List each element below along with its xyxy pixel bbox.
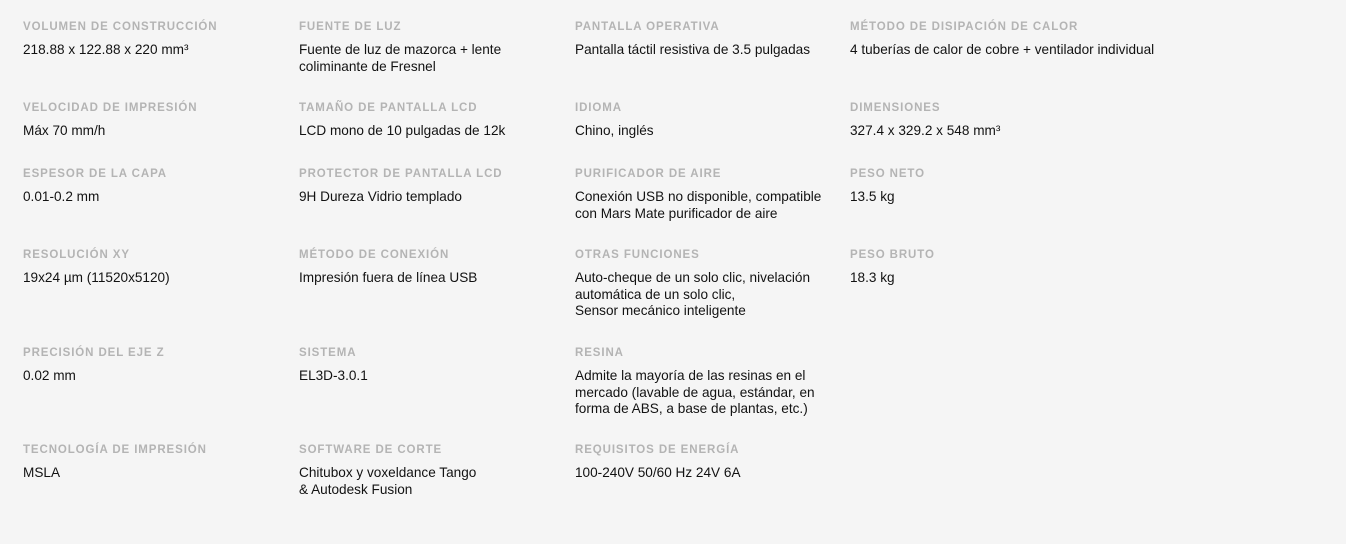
spec-screen-protector (299, 167, 561, 206)
spec-value: 19x24 µm (11520x5120) (23, 270, 170, 285)
spec-other-functions (575, 248, 837, 320)
spec-print-speed (23, 101, 285, 140)
spec-value: 9H Dureza Vidrio templado (299, 189, 462, 204)
spec-label: REQUISITOS DE ENERGÍA (575, 444, 740, 456)
spec-value: 4 tuberías de calor de cobre + ventilador individual (850, 42, 1155, 57)
spec-language (575, 101, 837, 140)
spec-value: Máx 70 mm/h (23, 123, 106, 138)
spec-light-source (299, 20, 561, 75)
spec-lcd-size (299, 101, 561, 140)
spec-resin (575, 346, 837, 418)
spec-label: PESO BRUTO (850, 249, 935, 261)
spec-value: Conexión USB no disponible, compatible con Mars Mate purificador de aire (575, 189, 822, 221)
spec-value: Impresión fuera de línea USB (299, 270, 478, 285)
spec-label: MÉTODO DE CONEXIÓN (299, 249, 450, 261)
spec-label: PANTALLA OPERATIVA (575, 21, 720, 33)
spec-print-technology (23, 443, 285, 482)
spec-label: VELOCIDAD DE IMPRESIÓN (23, 102, 198, 114)
spec-system (299, 346, 561, 385)
spec-label: ESPESOR DE LA CAPA (23, 168, 167, 180)
spec-net-weight (850, 167, 1250, 206)
spec-dimensions (850, 101, 1250, 140)
spec-label: RESOLUCIÓN XY (23, 249, 130, 261)
spec-heat-dissipation (850, 20, 1250, 59)
spec-value: Auto-cheque de un solo clic, nivelación automática de un solo clic, Sensor mecánico inteligente (575, 270, 811, 318)
spec-value: 218.88 x 122.88 x 220 mm³ (23, 42, 189, 57)
spec-label: PROTECTOR DE PANTALLA LCD (299, 168, 503, 180)
spec-label: RESINA (575, 347, 624, 359)
spec-label: PESO NETO (850, 168, 925, 180)
spec-build-volume (23, 20, 285, 59)
spec-xy-resolution (23, 248, 285, 287)
spec-value: Fuente de luz de mazorca + lente coliminante de Fresnel (299, 42, 502, 74)
spec-label: OTRAS FUNCIONES (575, 249, 700, 261)
spec-value: LCD mono de 10 pulgadas de 12k (299, 123, 506, 138)
spec-gross-weight (850, 248, 1250, 287)
spec-value: EL3D-3.0.1 (299, 368, 368, 383)
spec-label: TAMAÑO DE PANTALLA LCD (299, 102, 478, 114)
spec-label: PRECISIÓN DEL EJE Z (23, 347, 165, 359)
spec-label: DIMENSIONES (850, 102, 941, 114)
spec-label: IDIOMA (575, 102, 622, 114)
spec-air-purifier (575, 167, 837, 222)
spec-value: 0.02 mm (23, 368, 76, 383)
spec-label: TECNOLOGÍA DE IMPRESIÓN (23, 444, 207, 456)
spec-layer-thickness (23, 167, 285, 206)
spec-label: MÉTODO DE DISIPACIÓN DE CALOR (850, 21, 1079, 33)
spec-value: Pantalla táctil resistiva de 3.5 pulgadas (575, 42, 811, 57)
spec-operating-screen (575, 20, 837, 59)
spec-value: Admite la mayoría de las resinas en el mercado (lavable de agua, estándar, en forma de ABS, a base de plantas, etc.) (575, 368, 815, 416)
spec-connection-method (299, 248, 561, 287)
spec-label: SISTEMA (299, 347, 357, 359)
spec-label: FUENTE DE LUZ (299, 21, 402, 33)
spec-value: Chitubox y voxeldance Tango & Autodesk Fusion (299, 465, 477, 497)
spec-z-axis-precision (23, 346, 285, 385)
spec-slicing-software (299, 443, 561, 498)
spec-value: Chino, inglés (575, 123, 654, 138)
spec-value: 327.4 x 329.2 x 548 mm³ (850, 123, 1001, 138)
spec-value: 18.3 kg (850, 270, 895, 285)
spec-value: 100-240V 50/60 Hz 24V 6A (575, 465, 741, 480)
spec-value: MSLA (23, 465, 61, 480)
spec-power-requirements (575, 443, 837, 482)
spec-value: 13.5 kg (850, 189, 895, 204)
spec-label: VOLUMEN DE CONSTRUCCIÓN (23, 21, 218, 33)
spec-value: 0.01-0.2 mm (23, 189, 100, 204)
spec-label: SOFTWARE DE CORTE (299, 444, 443, 456)
spec-label: PURIFICADOR DE AIRE (575, 168, 722, 180)
